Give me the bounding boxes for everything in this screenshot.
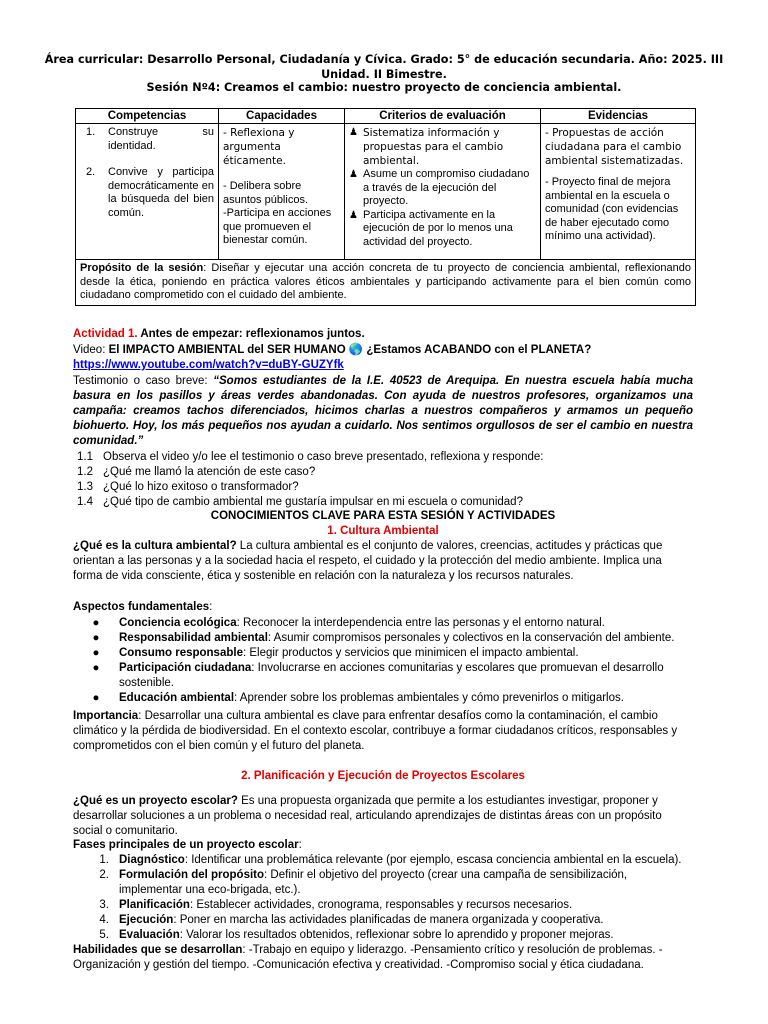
questions-list — [77, 450, 693, 510]
purpose-row — [76, 260, 696, 306]
purpose-label: Propósito de la sesión — [80, 262, 204, 274]
list-item: 3. Planificación: Establecer actividades, cronograma, responsables y recursos necesarios. — [99, 899, 573, 911]
list-item: ● Responsabilidad ambiental: Asumir compromisos personales y colectivos en la conservación del ambiente. — [92, 632, 675, 644]
criterio-item: ♟ Asume un compromiso ciudadano a través de la ejecución del proyecto. — [349, 168, 530, 207]
fases-list — [73, 853, 693, 943]
fases-section — [73, 838, 693, 973]
capacidad-item: - Reflexiona y argumenta éticamente. — [223, 127, 295, 167]
person-check-icon: ♟ — [349, 209, 358, 221]
header-capacidades: Capacidades — [219, 109, 345, 124]
knowledge-title: CONOCIMIENTOS CLAVE PARA ESTA SESIÓN Y ACTIVIDADES — [210, 510, 556, 522]
session-title: Sesión Nº4: Creamos el cambio: nuestro proyecto de conciencia ambiental. — [146, 81, 622, 94]
criterio-item: ♟ Participa activamente en la ejecución de por lo menos una actividad del proyecto. — [349, 208, 513, 248]
table-content-row — [76, 124, 696, 260]
habilidades-paragraph: Habilidades que se desarrollan: -Trabajo en equipo y liderazgo. -Pensamiento crítico y resolución de problemas. -Organización y gestión del tiempo. -Comunicación efectiva y creatividad. -Compromiso social y ética ciudadana. — [73, 944, 663, 971]
capacidades-cell — [219, 124, 345, 260]
section2-title: 2. Planificación y Ejecución de Proyectos Escolares — [241, 770, 525, 782]
capacidad-item: - Delibera sobre asuntos públicos. — [223, 180, 308, 206]
competencies-table — [75, 108, 696, 306]
list-item: ● Participación ciudadana: Involucrarse en acciones comunitarias y escolares que promuevan el desarrollo sostenible. — [92, 662, 664, 689]
aspectos-section — [73, 600, 693, 706]
purpose-text: : Diseñar y ejecutar una acción concreta de tu proyecto de conciencia ambiental, reflexionando desde la ética, poniendo en práctica valores éticos ambientales y participando activamente para el bien común como ciudadano comprometido con el cuidado del ambiente. — [80, 262, 692, 301]
question-item: 1.2 ¿Qué me llamó la atención de este caso? — [77, 466, 316, 478]
list-item: 1. Diagnóstico: Identificar una problemática relevante (por ejemplo, escasa conciencia ambiental en la escuela). — [99, 854, 682, 866]
list-item: ● Educación ambiental: Aprender sobre los problemas ambientales y cómo prevenirlos o mitigarlos. — [92, 692, 624, 704]
header-criterios: Criterios de evaluación — [345, 109, 541, 124]
criterio-item: ♟ Sistematiza información y propuestas para el cambio ambiental. — [349, 127, 504, 167]
table-header-row — [76, 109, 696, 124]
competencia-item: 2. Convive y participa democráticamente en la búsqueda del bien común. — [86, 166, 214, 219]
header-competencias: Competencias — [76, 109, 219, 124]
purpose-cell — [76, 260, 696, 306]
knowledge-section — [73, 509, 693, 584]
video-link[interactable]: https://www.youtube.com/watch?v=duBY-GUZYfk — [73, 359, 344, 371]
person-check-icon: ♟ — [349, 169, 358, 180]
proyecto-definition: ¿Qué es un proyecto escolar? Es una propuesta organizada que permite a los estudiantes investigar, proponer y desarrollar soluciones a un problema o necesidad real, articulando aprendizajes de distintas áreas con un propósito social o comunitario. — [73, 795, 662, 837]
question-item: 1.3 ¿Qué lo hizo exitoso o transformador? — [77, 481, 299, 493]
video-line: Video: El IMPACTO AMBIENTAL del SER HUMANO 🌎 ¿Estamos ACABANDO con el PLANETA? — [73, 344, 592, 356]
list-item: ● Conciencia ecológica: Reconocer la interdependencia entre las personas y el entorno natural. — [92, 617, 605, 629]
video-title: El IMPACTO AMBIENTAL del SER HUMANO 🌎 ¿Estamos ACABANDO con el PLANETA? — [108, 344, 592, 356]
evidencia-item: - Proyecto final de mejora ambiental en la escuela o comunidad (con evidencias de haber ejecutado como mínimo una actividad). — [545, 176, 679, 242]
question-item: 1.4 ¿Qué tipo de cambio ambiental me gustaría impulsar en mi escuela o comunidad? — [77, 496, 523, 508]
list-item: 5. Evaluación: Valorar los resultados obtenidos, reflexionar sobre lo aprendido y proponer mejoras. — [99, 929, 614, 941]
criterios-cell — [345, 124, 541, 260]
list-item: 4. Ejecución: Poner en marcha las actividades planificadas de manera organizada y cooperativa. — [99, 914, 604, 926]
competencias-cell — [76, 124, 219, 260]
question-item: 1.1 Observa el video y/o lee el testimonio o caso breve presentado, reflexiona y responde: — [77, 451, 544, 463]
header-area-line: Área curricular: Desarrollo Personal, Ciudadanía y Cívica. Grado: 5° de educación secundaria. Año: 2025. III Unidad. II Bimestre. — [44, 53, 724, 81]
header-evidencias: Evidencias — [541, 109, 696, 124]
evidencias-cell — [541, 124, 696, 260]
list-item: 2. Formulación del propósito: Definir el objetivo del proyecto (crear una campaña de sensibilización, implementar una eco-brigada, etc.). — [99, 869, 628, 896]
person-check-icon: ♟ — [349, 127, 358, 138]
testimonio: Testimonio o caso breve: “Somos estudiantes de la I.E. 40523 de Arequipa. En nuestra escuela había mucha basura en los pasillos y áreas verdes abandonadas. Con ayuda de nuestros profesores, organizamos una campaña: creamos tachos diferenciados, hicimos charlas a nuestros compañeros y armamos un pequeño biohuerto. Hoy, los más pequeños nos ayudan a cuidarlo. Nos sentimos orgullosos de ser el cambio en nuestra comunidad.” — [73, 375, 693, 447]
list-item: ● Consumo responsable: Elegir productos y servicios que minimicen el impacto ambiental. — [92, 647, 579, 659]
section1-title: 1. Cultura Ambiental — [327, 525, 439, 537]
activity-heading: Actividad 1. Antes de empezar: reflexionamos juntos. — [73, 328, 365, 340]
aspectos-list — [73, 616, 693, 706]
aspectos-label: Aspectos fundamentales: — [73, 601, 213, 613]
activity-section — [73, 327, 693, 510]
importancia-paragraph: Importancia: Desarrollar una cultura ambiental es clave para enfrentar desafíos como la contaminación, el cambio climático y la pérdida de biodiversidad. En el contexto escolar, contribuye a formar ciudadanos críticos, responsables y comprometidos con el bien común y el futuro del planeta. — [73, 710, 678, 752]
cultura-definition: ¿Qué es la cultura ambiental? La cultura ambiental es el conjunto de valores, creencias, actitudes y prácticas que orientan a las personas y a la sociedad hacia el respeto, el cuidado y la protección del medio ambiente. Implica una forma de vida consciente, ética y sostenible en relación con la naturaleza y los recursos naturales. — [73, 540, 663, 582]
capacidad-item: -Participa en acciones que promueven el bienestar común. — [223, 207, 332, 246]
fases-label: Fases principales de un proyecto escolar: — [73, 839, 302, 851]
competencia-item: 1. Construye su identidad. — [86, 126, 214, 152]
evidencia-item: - Propuestas de acción ciudadana para el cambio ambiental sistematizadas. — [545, 127, 684, 167]
